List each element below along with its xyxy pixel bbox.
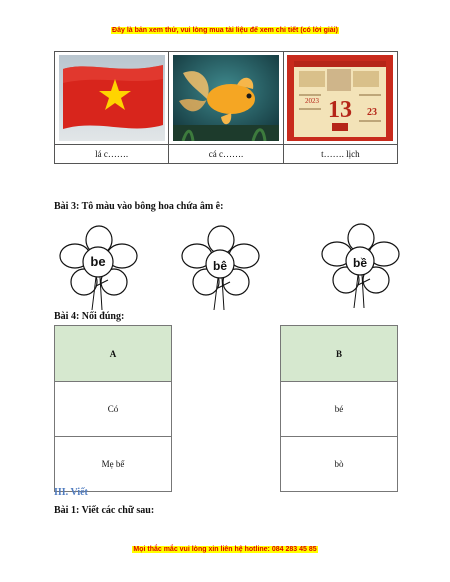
calendar-side-right: 23 xyxy=(367,107,378,118)
flower-be[interactable] xyxy=(56,224,142,310)
exercise-4-title: Bài 4: Nối đúng: xyxy=(54,311,125,322)
column-a-item[interactable]: Mẹ bế xyxy=(55,437,172,492)
caption-fish: cá c……. xyxy=(169,145,283,164)
exercise-1-title: Bài 1: Viết các chữ sau: xyxy=(54,505,155,516)
column-b-item[interactable]: bò xyxy=(281,437,398,492)
picture-word-table xyxy=(54,51,398,164)
flower-be-circumflex-grave[interactable] xyxy=(318,222,404,308)
vietnam-flag-image xyxy=(59,55,165,141)
calendar-image xyxy=(287,55,393,141)
caption-calendar: t……. lịch xyxy=(283,145,397,164)
column-a-item[interactable]: Có xyxy=(55,382,172,437)
flower-be-circumflex[interactable] xyxy=(178,224,264,310)
match-column-b xyxy=(280,325,398,492)
column-b-header: B xyxy=(281,326,398,382)
flower-be-label: be xyxy=(90,254,106,269)
preview-notice-text: Đây là bản xem thử, vui lòng mua tài liệu để xem chi tiết (có lời giải) xyxy=(112,27,338,34)
match-column-a xyxy=(54,325,172,492)
calendar-day-number: 13 xyxy=(328,97,353,123)
flower-be-circumflex-grave-label: bề xyxy=(352,256,368,270)
preview-notice-banner xyxy=(0,27,450,34)
exercise-3-title: Bài 3: Tô màu vào bông hoa chứa âm ê: xyxy=(54,201,224,212)
flag-picture-cell xyxy=(55,52,169,145)
section-writing-title: III. Viết xyxy=(54,487,88,498)
contact-notice-text: Mọi thắc mắc vui lòng xin liên hệ hotline: 084 283 45 85 xyxy=(133,546,317,553)
calendar-picture-cell xyxy=(283,52,397,145)
caption-flag: lá c……. xyxy=(55,145,169,164)
calendar-side-left: 2023 xyxy=(305,97,320,105)
flower-be-circumflex-label: bê xyxy=(212,259,228,273)
fish-picture-cell xyxy=(169,52,283,145)
column-b-item[interactable]: bé xyxy=(281,382,398,437)
contact-notice-banner xyxy=(0,546,450,553)
goldfish-image xyxy=(173,55,279,141)
column-a-header: A xyxy=(55,326,172,382)
